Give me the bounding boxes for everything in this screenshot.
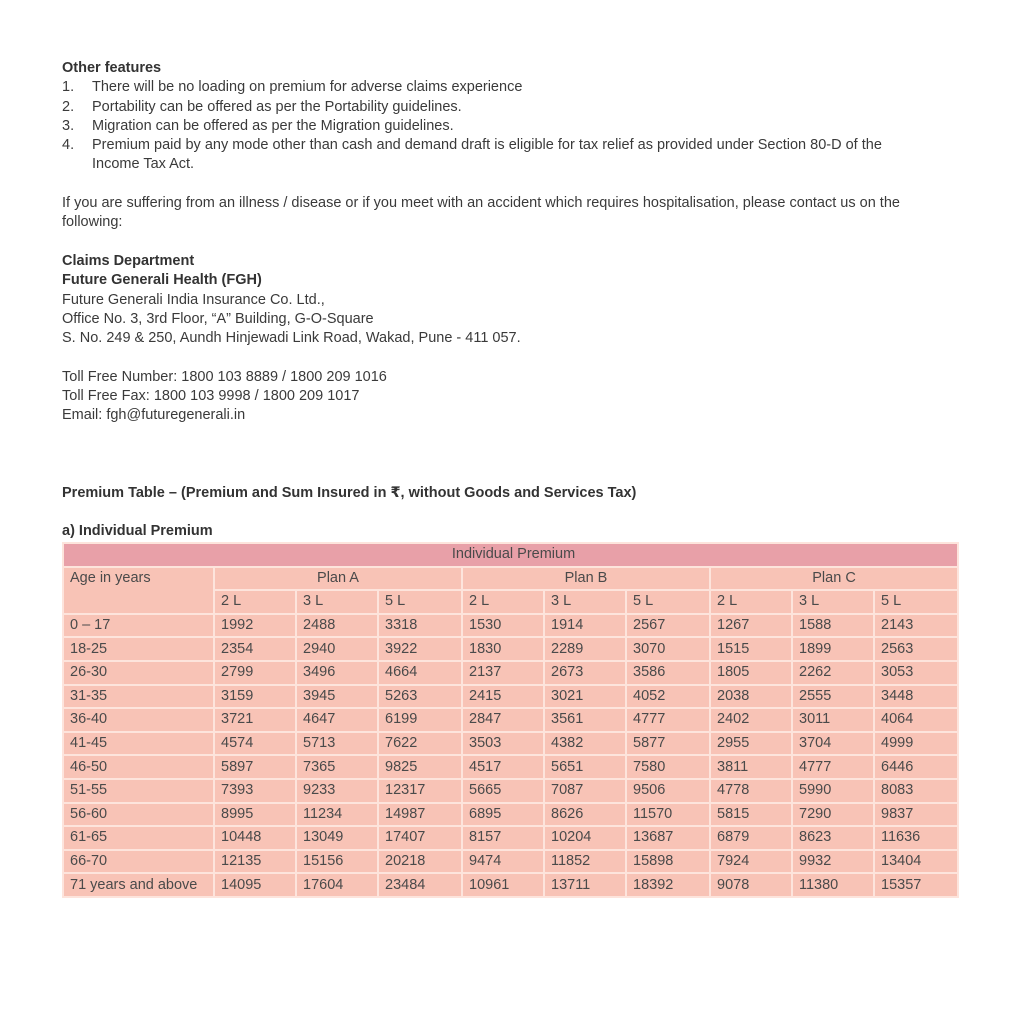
premium-cell: 11380 xyxy=(792,873,874,897)
premium-cell: 7365 xyxy=(296,755,378,779)
premium-cell: 7290 xyxy=(792,803,874,827)
premium-cell: 3021 xyxy=(544,685,626,709)
table-row xyxy=(63,637,958,661)
other-features-heading: Other features xyxy=(62,60,162,76)
premium-cell: 2143 xyxy=(874,614,958,638)
email-line: Email: fgh@futuregenerali.in xyxy=(62,407,246,424)
feature-item: 4. Premium paid by any mode other than cash and demand draft is eligible for tax relief as provided under Section 80-D of the Income Tax Act. xyxy=(62,137,882,173)
premium-cell: 2555 xyxy=(792,685,874,709)
premium-cell: 5877 xyxy=(626,732,710,756)
table-row xyxy=(63,803,958,827)
premium-cell: 5263 xyxy=(378,685,462,709)
document-page xyxy=(62,59,962,542)
age-band-cell: 51-55 xyxy=(63,779,214,803)
premium-table-title: Premium Table – (Premium and Sum Insured in ₹, without Goods and Services Tax) xyxy=(62,484,637,501)
premium-cell: 2847 xyxy=(462,708,544,732)
address-line: Future Generali India Insurance Co. Ltd., xyxy=(62,291,325,308)
sum-insured-header: 2 L xyxy=(214,590,296,614)
individual-premium-table xyxy=(62,542,959,898)
premium-cell: 3811 xyxy=(710,755,792,779)
premium-cell: 3561 xyxy=(544,708,626,732)
premium-cell: 9474 xyxy=(462,850,544,874)
premium-cell: 3070 xyxy=(626,637,710,661)
premium-cell: 1267 xyxy=(710,614,792,638)
premium-cell: 8995 xyxy=(214,803,296,827)
premium-cell: 1588 xyxy=(792,614,874,638)
premium-cell: 4647 xyxy=(296,708,378,732)
table-row xyxy=(63,779,958,803)
premium-cell: 17407 xyxy=(378,826,462,850)
premium-cell: 23484 xyxy=(378,873,462,897)
premium-cell: 5897 xyxy=(214,755,296,779)
age-band-cell: 41-45 xyxy=(63,732,214,756)
address-line: Office No. 3, 3rd Floor, “A” Building, G-O-Square xyxy=(62,310,374,327)
other-features-list xyxy=(62,78,962,174)
premium-cell: 11570 xyxy=(626,803,710,827)
premium-cell: 2415 xyxy=(462,685,544,709)
premium-cell: 6895 xyxy=(462,803,544,827)
premium-cell: 5990 xyxy=(792,779,874,803)
table-row xyxy=(63,708,958,732)
age-band-cell: 26-30 xyxy=(63,661,214,685)
claims-heading: Claims Department xyxy=(62,252,195,269)
premium-cell: 1530 xyxy=(462,614,544,638)
premium-cell: 3586 xyxy=(626,661,710,685)
premium-cell: 3496 xyxy=(296,661,378,685)
premium-cell: 4999 xyxy=(874,732,958,756)
premium-cell: 15357 xyxy=(874,873,958,897)
premium-cell: 13049 xyxy=(296,826,378,850)
premium-cell: 3503 xyxy=(462,732,544,756)
premium-cell: 15156 xyxy=(296,850,378,874)
table-row xyxy=(63,873,958,897)
premium-cell: 1899 xyxy=(792,637,874,661)
premium-cell: 11636 xyxy=(874,826,958,850)
age-band-cell: 66-70 xyxy=(63,850,214,874)
age-column-header: Age in years xyxy=(63,567,214,614)
premium-cell: 1830 xyxy=(462,637,544,661)
sum-insured-header: 5 L xyxy=(626,590,710,614)
premium-cell: 9078 xyxy=(710,873,792,897)
premium-cell: 1805 xyxy=(710,661,792,685)
contact-note: If you are suffering from an illness / disease or if you meet with an accident which requires hospitalisation, please contact us on the following: xyxy=(62,195,900,231)
premium-cell: 1914 xyxy=(544,614,626,638)
premium-cell: 3704 xyxy=(792,732,874,756)
sum-insured-header: 3 L xyxy=(792,590,874,614)
premium-cell: 2940 xyxy=(296,637,378,661)
premium-cell: 2563 xyxy=(874,637,958,661)
premium-cell: 4778 xyxy=(710,779,792,803)
premium-cell: 2137 xyxy=(462,661,544,685)
sum-insured-header: 2 L xyxy=(462,590,544,614)
age-band-cell: 46-50 xyxy=(63,755,214,779)
premium-cell: 13711 xyxy=(544,873,626,897)
toll-free-fax: Toll Free Fax: 1800 103 9998 / 1800 209 1017 xyxy=(62,388,360,405)
premium-cell: 14095 xyxy=(214,873,296,897)
premium-cell: 7393 xyxy=(214,779,296,803)
premium-cell: 4064 xyxy=(874,708,958,732)
premium-cell: 9932 xyxy=(792,850,874,874)
premium-cell: 5651 xyxy=(544,755,626,779)
premium-cell: 3318 xyxy=(378,614,462,638)
premium-cell: 8157 xyxy=(462,826,544,850)
premium-cell: 2673 xyxy=(544,661,626,685)
age-band-cell: 61-65 xyxy=(63,826,214,850)
table-title: Individual Premium xyxy=(63,543,958,567)
premium-cell: 2354 xyxy=(214,637,296,661)
premium-cell: 4052 xyxy=(626,685,710,709)
premium-cell: 9837 xyxy=(874,803,958,827)
premium-cell: 9233 xyxy=(296,779,378,803)
individual-premium-heading: a) Individual Premium xyxy=(62,523,213,540)
plan-header: Plan C xyxy=(710,567,958,591)
premium-cell: 9825 xyxy=(378,755,462,779)
age-band-cell: 56-60 xyxy=(63,803,214,827)
feature-item: 1. There will be no loading on premium for adverse claims experience xyxy=(62,79,523,96)
premium-cell: 3922 xyxy=(378,637,462,661)
premium-cell: 2799 xyxy=(214,661,296,685)
premium-cell: 6446 xyxy=(874,755,958,779)
premium-cell: 7087 xyxy=(544,779,626,803)
premium-cell: 3448 xyxy=(874,685,958,709)
table-row xyxy=(63,755,958,779)
premium-cell: 2038 xyxy=(710,685,792,709)
premium-cell: 7580 xyxy=(626,755,710,779)
premium-cell: 20218 xyxy=(378,850,462,874)
premium-cell: 8626 xyxy=(544,803,626,827)
premium-cell: 4664 xyxy=(378,661,462,685)
premium-cell: 10961 xyxy=(462,873,544,897)
table-row xyxy=(63,732,958,756)
premium-cell: 1515 xyxy=(710,637,792,661)
claims-contact-block xyxy=(62,252,962,426)
premium-cell: 4517 xyxy=(462,755,544,779)
premium-cell: 10448 xyxy=(214,826,296,850)
premium-cell: 2289 xyxy=(544,637,626,661)
premium-cell: 2488 xyxy=(296,614,378,638)
age-band-cell: 18-25 xyxy=(63,637,214,661)
sum-insured-header: 5 L xyxy=(378,590,462,614)
premium-cell: 7622 xyxy=(378,732,462,756)
premium-cell: 1992 xyxy=(214,614,296,638)
premium-cell: 11234 xyxy=(296,803,378,827)
age-band-cell: 0 – 17 xyxy=(63,614,214,638)
premium-cell: 11852 xyxy=(544,850,626,874)
premium-cell: 14987 xyxy=(378,803,462,827)
premium-cell: 6879 xyxy=(710,826,792,850)
premium-cell: 5713 xyxy=(296,732,378,756)
premium-cell: 5815 xyxy=(710,803,792,827)
premium-cell: 7924 xyxy=(710,850,792,874)
premium-cell: 3011 xyxy=(792,708,874,732)
table-row xyxy=(63,685,958,709)
premium-cell: 2955 xyxy=(710,732,792,756)
premium-cell: 9506 xyxy=(626,779,710,803)
feature-item: 3. Migration can be offered as per the Migration guidelines. xyxy=(62,117,454,134)
age-band-cell: 36-40 xyxy=(63,708,214,732)
feature-item: 2. Portability can be offered as per the Portability guidelines. xyxy=(62,98,462,115)
premium-cell: 15898 xyxy=(626,850,710,874)
premium-cell: 3053 xyxy=(874,661,958,685)
premium-cell: 3945 xyxy=(296,685,378,709)
premium-cell: 13404 xyxy=(874,850,958,874)
toll-free-number: Toll Free Number: 1800 103 8889 / 1800 209 1016 xyxy=(62,368,387,385)
sum-insured-header: 2 L xyxy=(710,590,792,614)
sum-insured-header: 5 L xyxy=(874,590,958,614)
premium-cell: 3159 xyxy=(214,685,296,709)
premium-cell: 10204 xyxy=(544,826,626,850)
age-band-cell: 31-35 xyxy=(63,685,214,709)
claims-subheading: Future Generali Health (FGH) xyxy=(62,272,262,289)
plan-header: Plan A xyxy=(214,567,462,591)
premium-cell: 13687 xyxy=(626,826,710,850)
premium-cell: 12135 xyxy=(214,850,296,874)
premium-cell: 18392 xyxy=(626,873,710,897)
table-row xyxy=(63,661,958,685)
premium-cell: 2262 xyxy=(792,661,874,685)
plan-header: Plan B xyxy=(462,567,710,591)
premium-cell: 5665 xyxy=(462,779,544,803)
premium-cell: 2567 xyxy=(626,614,710,638)
premium-cell: 3721 xyxy=(214,708,296,732)
premium-cell: 8623 xyxy=(792,826,874,850)
address-line: S. No. 249 & 250, Aundh Hinjewadi Link Road, Wakad, Pune - 411 057. xyxy=(62,330,521,347)
age-band-cell: 71 years and above xyxy=(63,873,214,897)
sum-insured-header: 3 L xyxy=(296,590,378,614)
premium-cell: 6199 xyxy=(378,708,462,732)
table-row xyxy=(63,614,958,638)
table-row xyxy=(63,826,958,850)
premium-cell: 2402 xyxy=(710,708,792,732)
premium-cell: 8083 xyxy=(874,779,958,803)
premium-cell: 4574 xyxy=(214,732,296,756)
premium-cell: 17604 xyxy=(296,873,378,897)
table-row xyxy=(63,850,958,874)
premium-cell: 4777 xyxy=(626,708,710,732)
sum-insured-header: 3 L xyxy=(544,590,626,614)
premium-cell: 12317 xyxy=(378,779,462,803)
premium-cell: 4382 xyxy=(544,732,626,756)
premium-cell: 4777 xyxy=(792,755,874,779)
